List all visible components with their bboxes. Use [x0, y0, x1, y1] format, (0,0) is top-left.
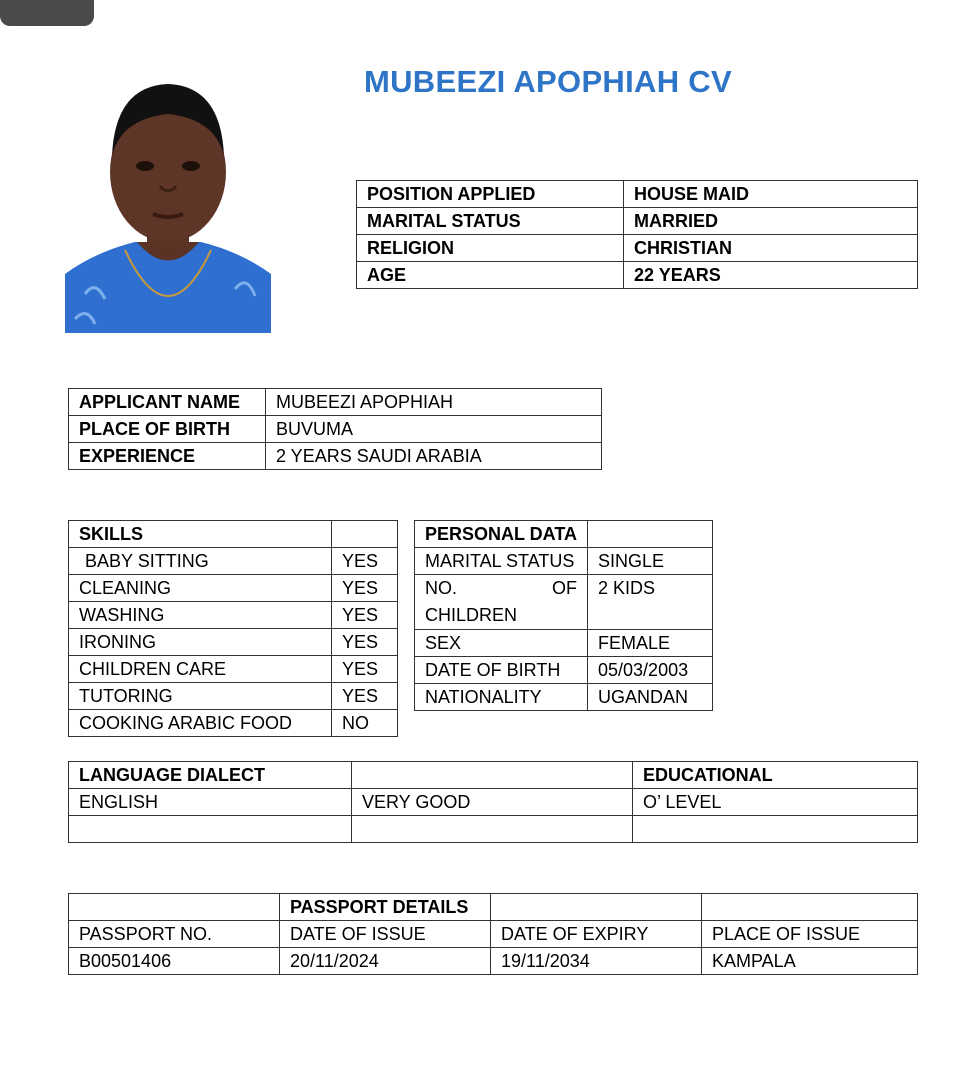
- skill-value: YES: [332, 629, 398, 656]
- applicant-label: APPLICANT NAME: [69, 389, 266, 416]
- skill-value: YES: [332, 602, 398, 629]
- empty-cell: [69, 894, 280, 921]
- passport-col-header: PASSPORT NO.: [69, 921, 280, 948]
- table-row: [69, 656, 398, 683]
- empty-cell: [702, 894, 918, 921]
- skill-name: CLEANING: [69, 575, 332, 602]
- table-row: [69, 789, 918, 816]
- table-row: [69, 894, 918, 921]
- table-row: [69, 443, 602, 470]
- personal-label: NATIONALITY: [415, 684, 588, 711]
- skill-name: CHILDREN CARE: [69, 656, 332, 683]
- table-row: [69, 921, 918, 948]
- table-row: [69, 816, 918, 843]
- table-row: [69, 629, 398, 656]
- passport-expiry-date: 19/11/2034: [491, 948, 702, 975]
- table-row: [69, 548, 398, 575]
- applicant-label: PLACE OF BIRTH: [69, 416, 266, 443]
- empty-cell: [491, 894, 702, 921]
- table-row: [357, 235, 918, 262]
- summary-label: RELIGION: [357, 235, 624, 262]
- personal-header-blank: [588, 521, 713, 548]
- table-row: [415, 684, 713, 711]
- summary-value: CHRISTIAN: [624, 235, 918, 262]
- language-table: [68, 761, 918, 843]
- language-header-blank: [352, 762, 633, 789]
- page-indicator-badge: [0, 0, 94, 26]
- personal-header: PERSONAL DATA: [415, 521, 588, 548]
- passport-col-header: PLACE OF ISSUE: [702, 921, 918, 948]
- table-row: [357, 208, 918, 235]
- empty-cell: [352, 816, 633, 843]
- empty-cell: [633, 816, 918, 843]
- applicant-value: BUVUMA: [266, 416, 602, 443]
- table-row: [69, 602, 398, 629]
- personal-value: 05/03/2003: [588, 657, 713, 684]
- education-header: EDUCATIONAL: [633, 762, 918, 789]
- table-row: [415, 657, 713, 684]
- empty-cell: [69, 816, 352, 843]
- personal-label: SEX: [415, 630, 588, 657]
- applicant-label: EXPERIENCE: [69, 443, 266, 470]
- children-label-b: OF: [552, 578, 578, 598]
- education-level: O’ LEVEL: [633, 789, 918, 816]
- skill-name: IRONING: [69, 629, 332, 656]
- passport-col-header: DATE OF ISSUE: [280, 921, 491, 948]
- skills-table: [68, 520, 398, 737]
- skill-name: WASHING: [69, 602, 332, 629]
- page-title: MUBEEZI APOPHIAH CV: [364, 64, 732, 99]
- personal-label: [415, 575, 588, 630]
- applicant-table: [68, 388, 602, 470]
- table-row: [69, 762, 918, 789]
- table-row: [69, 710, 398, 737]
- passport-table: [68, 893, 918, 975]
- passport-header: PASSPORT DETAILS: [280, 894, 491, 921]
- skill-name: COOKING ARABIC FOOD: [69, 710, 332, 737]
- passport-number: B00501406: [69, 948, 280, 975]
- language-level: VERY GOOD: [352, 789, 633, 816]
- summary-label: POSITION APPLIED: [357, 181, 624, 208]
- language-header: LANGUAGE DIALECT: [69, 762, 352, 789]
- language-name: ENGLISH: [69, 789, 352, 816]
- table-row: [69, 683, 398, 710]
- skill-name: TUTORING: [69, 683, 332, 710]
- table-row: [69, 416, 602, 443]
- summary-value: 22 YEARS: [624, 262, 918, 289]
- table-row: [69, 948, 918, 975]
- applicant-value: 2 YEARS SAUDI ARABIA: [266, 443, 602, 470]
- skill-value: YES: [332, 575, 398, 602]
- summary-table: [356, 180, 918, 289]
- applicant-photo: [65, 74, 271, 333]
- passport-col-header: DATE OF EXPIRY: [491, 921, 702, 948]
- summary-label: MARITAL STATUS: [357, 208, 624, 235]
- table-row: [69, 575, 398, 602]
- table-row: [415, 548, 713, 575]
- skill-value: YES: [332, 683, 398, 710]
- summary-label: AGE: [357, 262, 624, 289]
- children-label-c: CHILDREN: [425, 605, 518, 625]
- table-row: [415, 630, 713, 657]
- table-row: [415, 521, 713, 548]
- personal-label: DATE OF BIRTH: [415, 657, 588, 684]
- skills-header: SKILLS: [69, 521, 332, 548]
- table-row: [69, 521, 398, 548]
- table-row: [69, 389, 602, 416]
- skill-name: BABY SITTING: [69, 548, 332, 575]
- skill-value: YES: [332, 656, 398, 683]
- passport-place: KAMPALA: [702, 948, 918, 975]
- passport-issue-date: 20/11/2024: [280, 948, 491, 975]
- summary-value: HOUSE MAID: [624, 181, 918, 208]
- children-label-a: NO.: [425, 578, 458, 598]
- children-label-line: [425, 575, 577, 602]
- table-row: [415, 575, 713, 630]
- personal-data-table: [414, 520, 713, 711]
- table-row: [357, 181, 918, 208]
- skills-header-blank: [332, 521, 398, 548]
- personal-value: UGANDAN: [588, 684, 713, 711]
- applicant-value: MUBEEZI APOPHIAH: [266, 389, 602, 416]
- personal-value: 2 KIDS: [588, 575, 713, 630]
- personal-label: MARITAL STATUS: [415, 548, 588, 575]
- table-row: [357, 262, 918, 289]
- summary-value: MARRIED: [624, 208, 918, 235]
- personal-value: FEMALE: [588, 630, 713, 657]
- skill-value: YES: [332, 548, 398, 575]
- skill-value: NO: [332, 710, 398, 737]
- personal-value: SINGLE: [588, 548, 713, 575]
